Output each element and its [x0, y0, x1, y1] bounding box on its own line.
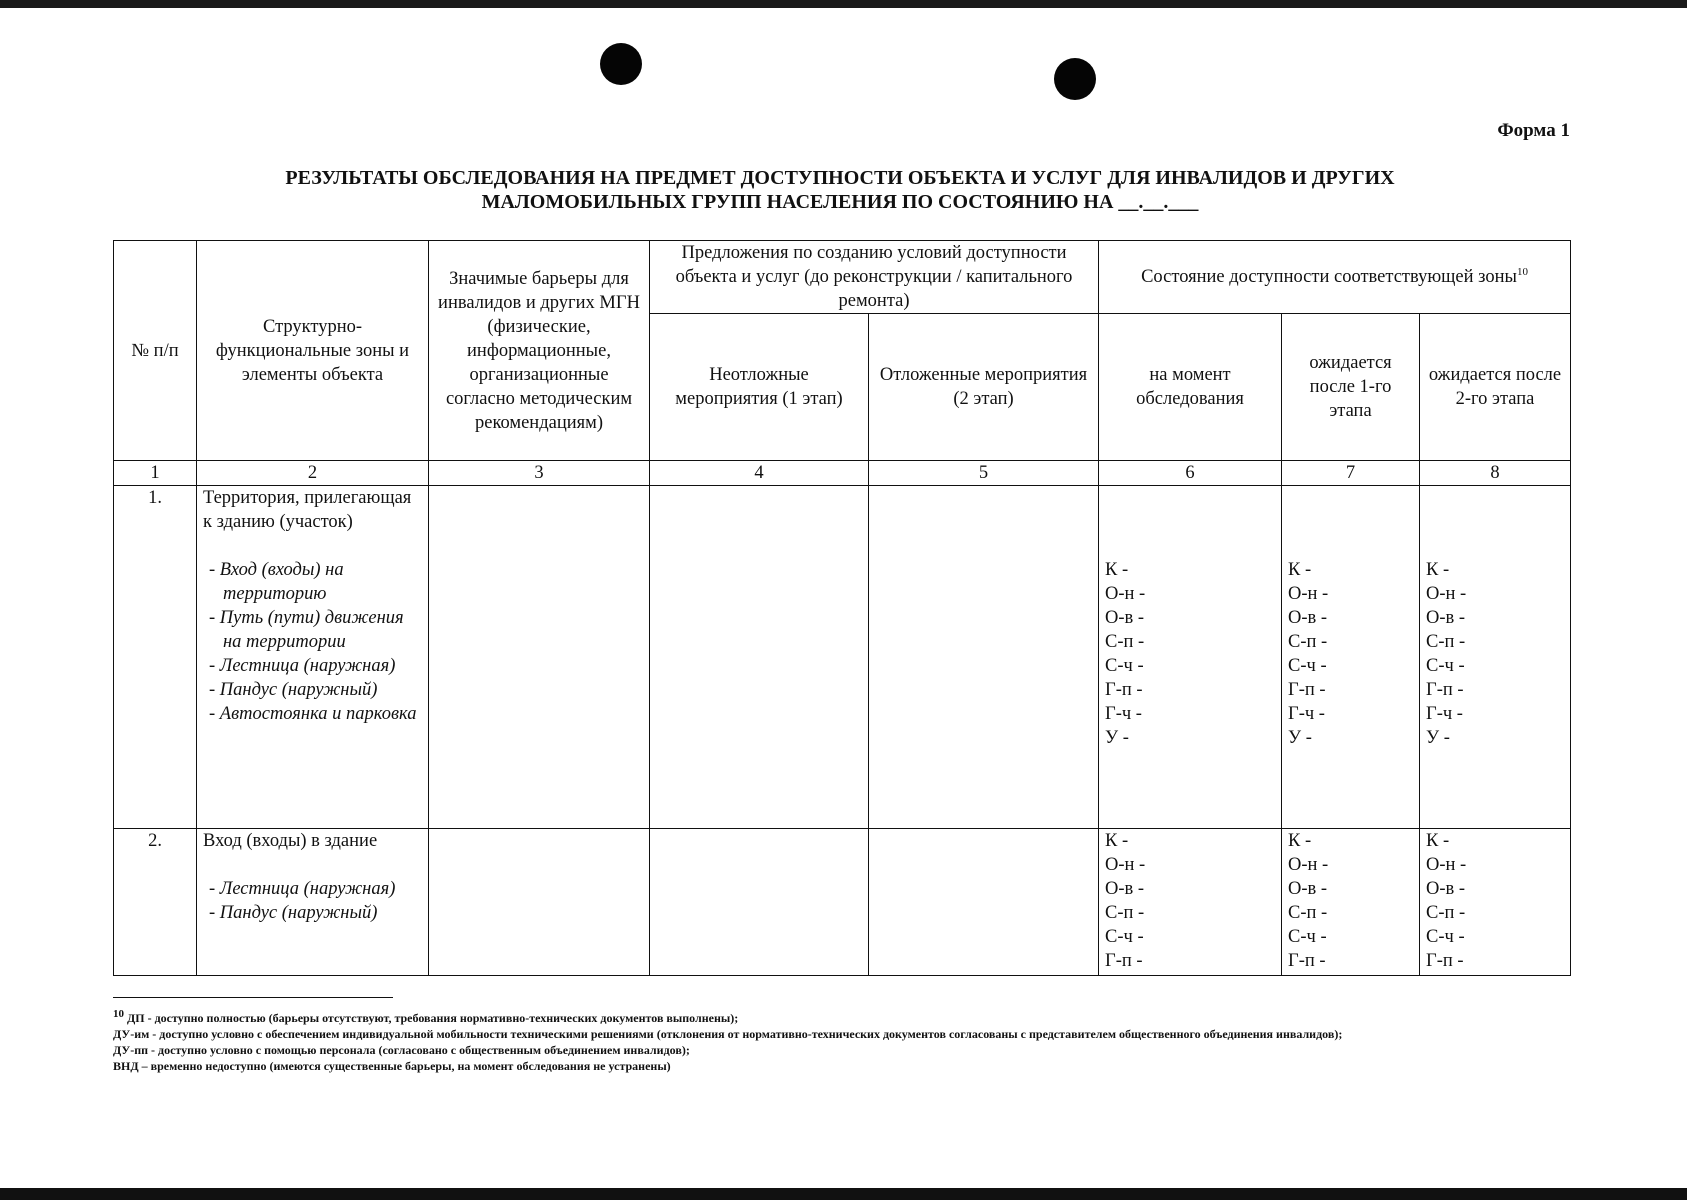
accessibility-code: К -	[1105, 560, 1129, 580]
accessibility-code: Г-ч -	[1105, 704, 1142, 724]
footnote-du-im: ДУ-им - доступно условно с обеспечением индивидуальной мобильности техническими решениями (отклонения от нормативно-технических документов согласованы с представителем общественного объединения инвалидов);	[113, 1027, 1343, 1041]
zone-element: - Лестница (наружная)	[209, 879, 396, 899]
accessibility-code: О-н -	[1426, 855, 1467, 875]
accessibility-code: О-н -	[1288, 855, 1329, 875]
header-deferred: Отложенные мероприятия (2 этап)	[869, 314, 1099, 461]
accessibility-code: О-н -	[1426, 584, 1467, 604]
accessibility-code: К -	[1288, 560, 1312, 580]
deferred-cell	[869, 829, 1099, 976]
footnote-text: ДП - доступно полностью (барьеры отсутствуют, требования нормативно-технических документов выполнены);	[127, 1011, 739, 1025]
accessibility-code: С-ч -	[1105, 927, 1144, 947]
deferred-cell	[869, 486, 1099, 829]
title-line-2: МАЛОМОБИЛЬНЫХ ГРУПП НАСЕЛЕНИЯ ПО СОСТОЯНИЮ НА __.__.___	[481, 191, 1199, 213]
column-number: 7	[1282, 461, 1420, 486]
table-row	[114, 829, 1571, 976]
zone-element: - Путь (пути) движения на территории	[209, 608, 404, 652]
zone-cell	[197, 486, 429, 829]
accessibility-code: О-н -	[1288, 584, 1329, 604]
footnote-vnd: ВНД – временно недоступно (имеются существенные барьеры, на момент обследования не устранены)	[113, 1059, 671, 1073]
header-state-label: Состояние доступности соответствующей зоны	[1141, 267, 1517, 287]
accessibility-code: Г-ч -	[1288, 704, 1325, 724]
header-num: № п/п	[114, 241, 197, 461]
accessibility-code: О-н -	[1105, 855, 1146, 875]
accessibility-code: О-в -	[1288, 608, 1328, 628]
accessibility-code: К -	[1426, 831, 1450, 851]
header-zones: Структурно-функциональные зоны и элементы объекта	[197, 241, 429, 461]
accessibility-code: Г-п -	[1105, 680, 1143, 700]
accessibility-code: У -	[1105, 728, 1129, 748]
accessibility-code: К -	[1426, 560, 1450, 580]
footnote-marker: 10	[113, 1008, 124, 1020]
accessibility-code: Г-п -	[1105, 951, 1143, 971]
punch-hole-left	[600, 43, 642, 85]
accessibility-code: С-п -	[1426, 632, 1466, 652]
zone-element: - Вход (входы) на территорию	[209, 560, 344, 604]
accessibility-code: С-ч -	[1426, 927, 1465, 947]
urgent-cell	[650, 486, 869, 829]
zone-cell	[197, 829, 429, 976]
column-number-row	[114, 461, 1571, 486]
footnotes	[113, 1010, 1553, 1074]
form-label: Форма 1	[1497, 120, 1570, 141]
survey-results-table	[113, 240, 1571, 976]
accessibility-code: С-п -	[1288, 632, 1328, 652]
accessibility-after-stage-1	[1282, 829, 1420, 976]
accessibility-code: С-ч -	[1105, 656, 1144, 676]
zone-element: - Лестница (наружная)	[209, 656, 396, 676]
accessibility-code: Г-п -	[1426, 680, 1464, 700]
accessibility-code: С-ч -	[1426, 656, 1465, 676]
accessibility-code: С-п -	[1105, 903, 1145, 923]
accessibility-code: О-в -	[1105, 608, 1145, 628]
accessibility-code: С-ч -	[1288, 656, 1327, 676]
urgent-cell	[650, 829, 869, 976]
accessibility-code: О-в -	[1426, 608, 1466, 628]
title-line-1: РЕЗУЛЬТАТЫ ОБСЛЕДОВАНИЯ НА ПРЕДМЕТ ДОСТУПНОСТИ ОБЪЕКТА И УСЛУГ ДЛЯ ИНВАЛИДОВ И ДРУГИХ	[285, 167, 1395, 189]
accessibility-code: О-в -	[1288, 879, 1328, 899]
zone-title: Территория, прилегающая к зданию (участок)	[203, 488, 412, 532]
column-number: 2	[197, 461, 429, 486]
zone-elements	[203, 877, 422, 925]
column-number: 5	[869, 461, 1099, 486]
accessibility-code: О-н -	[1105, 584, 1146, 604]
accessibility-at-survey	[1099, 486, 1282, 829]
accessibility-after-stage-2	[1420, 486, 1571, 829]
column-number: 3	[429, 461, 650, 486]
accessibility-code: С-п -	[1426, 903, 1466, 923]
header-proposals: Предложения по созданию условий доступности объекта и услуг (до реконструкции / капитального ремонта)	[650, 241, 1099, 314]
header-state	[1099, 241, 1571, 314]
scan-edge-bottom	[0, 1188, 1687, 1200]
header-barriers: Значимые барьеры для инвалидов и других МГН (физические, информационные, организационные согласно методическим рекомендациям)	[429, 241, 650, 461]
accessibility-code: Г-п -	[1426, 951, 1464, 971]
accessibility-code: С-п -	[1288, 903, 1328, 923]
zone-element: - Автостоянка и парковка	[209, 704, 417, 724]
accessibility-code: У -	[1426, 728, 1450, 748]
barriers-cell	[429, 829, 650, 976]
footnote-separator	[113, 997, 393, 998]
accessibility-code: Г-п -	[1288, 951, 1326, 971]
footnote-du-pp: ДУ-пп - доступно условно с помощью персонала (согласовано с общественным объединением инвалидов);	[113, 1043, 690, 1057]
accessibility-code: С-ч -	[1288, 927, 1327, 947]
header-after-stage-1: ожидается после 1-го этапа	[1282, 314, 1420, 461]
column-number: 6	[1099, 461, 1282, 486]
footnote-dp	[113, 1010, 1553, 1026]
column-number: 4	[650, 461, 869, 486]
accessibility-code: К -	[1288, 831, 1312, 851]
accessibility-at-survey	[1099, 829, 1282, 976]
punch-hole-right	[1054, 58, 1096, 100]
accessibility-after-stage-2	[1420, 829, 1571, 976]
zone-element: - Пандус (наружный)	[209, 680, 378, 700]
header-at-survey: на момент обследования	[1099, 314, 1282, 461]
header-after-stage-2: ожидается после 2-го этапа	[1420, 314, 1571, 461]
column-number: 1	[114, 461, 197, 486]
accessibility-code: К -	[1105, 831, 1129, 851]
column-number: 8	[1420, 461, 1571, 486]
accessibility-after-stage-1	[1282, 486, 1420, 829]
table-row	[114, 486, 1571, 829]
footnote-ref: 10	[1516, 265, 1528, 278]
row-number: 1.	[114, 486, 197, 829]
zone-element: - Пандус (наружный)	[209, 903, 378, 923]
accessibility-code: О-в -	[1105, 879, 1145, 899]
accessibility-code: Г-ч -	[1426, 704, 1463, 724]
zone-elements	[203, 558, 422, 726]
row-number: 2.	[114, 829, 197, 976]
scan-edge-top	[0, 0, 1687, 8]
accessibility-code: У -	[1288, 728, 1312, 748]
barriers-cell	[429, 486, 650, 829]
accessibility-code: С-п -	[1105, 632, 1145, 652]
accessibility-code: Г-п -	[1288, 680, 1326, 700]
accessibility-code: О-в -	[1426, 879, 1466, 899]
header-urgent: Неотложные мероприятия (1 этап)	[650, 314, 869, 461]
document-title	[150, 166, 1530, 214]
zone-title: Вход (входы) в здание	[203, 831, 378, 851]
